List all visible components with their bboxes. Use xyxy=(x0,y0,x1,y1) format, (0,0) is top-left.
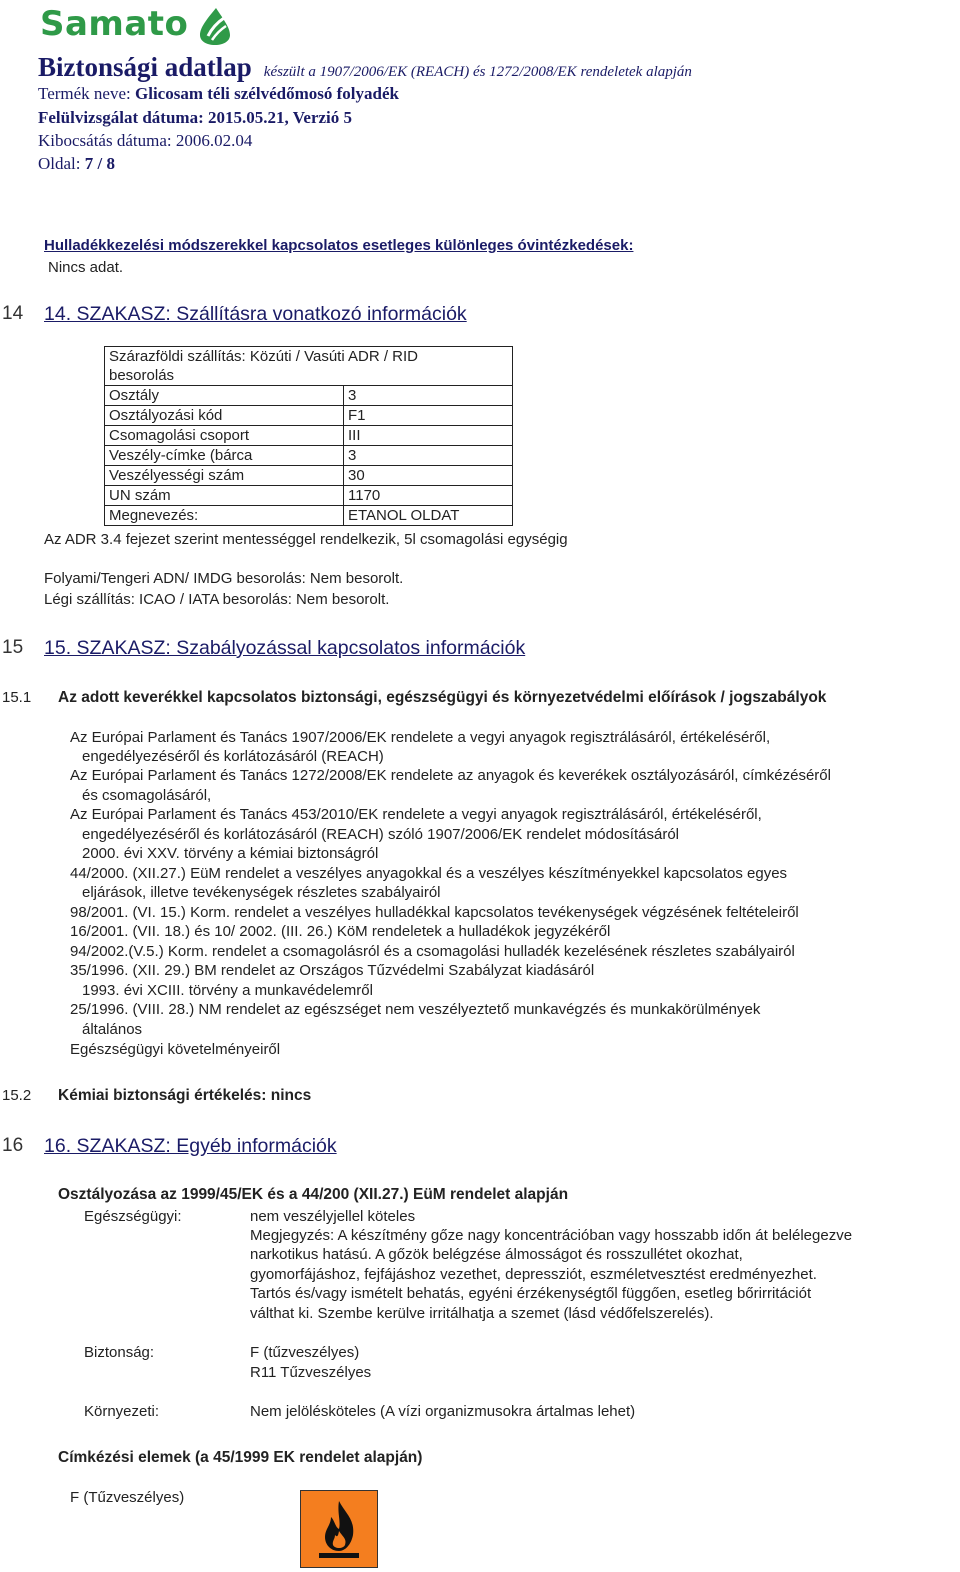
adr-label: Veszély-címke (bárca xyxy=(105,446,344,466)
regulation-line: 35/1996. (XII. 29.) BM rendelet az Országos Tűzvédelmi Szabályzat kiadásáról xyxy=(70,962,595,979)
issue-line xyxy=(38,131,252,151)
issue-value: 2006.02.04 xyxy=(175,131,253,150)
table-row xyxy=(105,426,513,446)
issue-label: Kibocsátás dátuma: xyxy=(38,131,172,150)
safety-line: F (tűzveszélyes) xyxy=(250,1344,360,1361)
page-line xyxy=(38,154,115,174)
adr-value: ETANOL OLDAT xyxy=(344,506,513,526)
table-row xyxy=(105,506,513,526)
regulation-line: 98/2001. (VI. 15.) Korm. rendelet a veszélyes hulladékkal kapcsolatos tevékenységek végzésének feltételeiről xyxy=(70,904,799,921)
adr-table-header-cell xyxy=(105,347,513,386)
regulation-line: Az Európai Parlament és Tanács 453/2010/EK rendelete a vegyi anyagok regisztrálásáról, értékeléséről, xyxy=(70,806,762,823)
regulation-line: 2000. évi XXV. törvény a kémiai biztonságról xyxy=(82,845,379,862)
product-line xyxy=(38,84,399,104)
waste-heading: Hulladékkezelési módszerekkel kapcsolatos esetleges különleges óvintézkedések: xyxy=(44,237,634,254)
flammable-hazard-pictogram xyxy=(300,1490,378,1568)
health-line: válthat ki. Szembe kerülve irritálhatja a szemet (lásd védőfelszerelés). xyxy=(250,1305,714,1322)
review-value: 2015.05.21, Verzió 5 xyxy=(208,108,353,127)
leaf-drop-icon xyxy=(196,6,234,46)
health-line: narkotikus hatású. A gőzök belégzése álmosságot és rosszullétet okozhat, xyxy=(250,1246,743,1263)
adr-value: 30 xyxy=(344,466,513,486)
adr-label: UN szám xyxy=(105,486,344,506)
document-subtitle: készült a 1907/2006/EK (REACH) és 1272/2008/EK rendeletek alapján xyxy=(263,64,692,80)
health-label: Egészségügyi: xyxy=(84,1208,182,1225)
adr-value: F1 xyxy=(344,406,513,426)
adr-label: Osztályozási kód xyxy=(105,406,344,426)
product-name: Glicosam téli szélvédőmosó folyadék xyxy=(135,84,399,103)
adr-label: Megnevezés: xyxy=(105,506,344,526)
company-logo xyxy=(40,4,188,44)
environment-label: Környezeti: xyxy=(84,1403,160,1420)
subsection-15-1-number: 15.1 xyxy=(2,689,32,706)
regulation-line: általános xyxy=(82,1021,143,1038)
page-label: Oldal: xyxy=(38,154,81,173)
air-transport: Légi szállítás: ICAO / IATA besorolás: Nem besorolt. xyxy=(44,591,390,608)
regulation-line: Az Európai Parlament és Tanács 1907/2006/EK rendelete a vegyi anyagok regisztrálásáról, értékeléséről, xyxy=(70,729,771,746)
document-title xyxy=(38,52,692,83)
regulation-line: 16/2001. (VII. 18.) és 10/ 2002. (III. 26.) KöM rendeletek a hulladékok jegyzékéről xyxy=(70,923,611,940)
adr-label: Veszélyességi szám xyxy=(105,466,344,486)
adr-value: III xyxy=(344,426,513,446)
labelling-heading: Címkézési elemek (a 45/1999 EK rendelet alapján) xyxy=(58,1449,423,1466)
table-row xyxy=(105,386,513,406)
section-16-title: 16. SZAKASZ: Egyéb információk xyxy=(44,1135,337,1157)
page-value: 7 / 8 xyxy=(84,154,115,173)
regulation-line: 94/2002.(V.5.) Korm. rendelet a csomagolásról és a csomagolási hulladék kezelésének részletes szabályairól xyxy=(70,943,795,960)
table-row xyxy=(105,406,513,426)
table-row xyxy=(105,466,513,486)
regulation-line: 44/2000. (XII.27.) EüM rendelet a veszélyes anyagokkal és a veszélyes készítményekkel kapcsolatos egyes xyxy=(70,865,788,882)
section-16-number: 16 xyxy=(2,1135,24,1156)
sea-transport: Folyami/Tengeri ADN/ IMDG besorolás: Nem besorolt. xyxy=(44,570,404,587)
safety-label: Biztonság: xyxy=(84,1344,155,1361)
review-line xyxy=(38,108,352,128)
adr-note: Az ADR 3.4 fejezet szerint mentességgel rendelkezik, 5l csomagolási egységig xyxy=(44,531,568,548)
regulation-line: 1993. évi XCIII. törvény a munkavédelemről xyxy=(82,982,373,999)
subsection-15-2-title: Kémiai biztonsági értékelés: nincs xyxy=(58,1087,312,1104)
table-row xyxy=(105,486,513,506)
section-14-number: 14 xyxy=(2,303,24,324)
safety-line: R11 Tűzveszélyes xyxy=(250,1364,372,1381)
adr-label: Csomagolási csoport xyxy=(105,426,344,446)
regulation-line: eljárások, illetve tevékenységek részletes szabályairól xyxy=(82,884,441,901)
health-line: Tartós és/vagy ismételt behatás, egyéni érzékenységtől függően, esetleg bőrirritációt xyxy=(250,1285,812,1302)
adr-value: 3 xyxy=(344,446,513,466)
review-label: Felülvizsgálat dátuma: xyxy=(38,108,204,127)
regulation-line: engedélyezéséről és korlátozásáról (REACH) szóló 1907/2006/EK rendelet módosításáról xyxy=(82,826,679,843)
regulation-line: Az Európai Parlament és Tanács 1272/2008/EK rendelete az anyagok és keverékek osztályozásáról, címkézéséről xyxy=(70,767,831,784)
table-row xyxy=(105,446,513,466)
classification-heading: Osztályozása az 1999/45/EK és a 44/200 (XII.27.) EüM rendelet alapján xyxy=(58,1186,569,1203)
adr-label: Osztály xyxy=(105,386,344,406)
health-line: nem veszélyjellel köteles xyxy=(250,1208,416,1225)
flame-icon xyxy=(301,1491,377,1567)
health-line: gyomorfájáshoz, fejfájáshoz vezethet, depressziót, eszméletvesztést eredményezhet. xyxy=(250,1266,817,1283)
section-15-title: 15. SZAKASZ: Szabályozással kapcsolatos információk xyxy=(44,637,526,659)
adr-value: 1170 xyxy=(344,486,513,506)
regulation-line: és csomagolásáról, xyxy=(82,787,212,804)
adr-header-line1: Szárazföldi szállítás: Közúti / Vasúti ADR / RID xyxy=(109,348,419,365)
product-label: Termék neve: xyxy=(38,84,131,103)
regulation-line: 25/1996. (VIII. 28.) NM rendelet az egészséget nem veszélyeztető munkavégzés és munkakörülmények xyxy=(70,1001,761,1018)
regulation-line: Egészségügyi követelményeiről xyxy=(70,1041,281,1058)
adr-table-header xyxy=(105,347,513,386)
labelling-item: F (Tűzveszélyes) xyxy=(70,1489,185,1506)
waste-text: Nincs adat. xyxy=(48,259,124,276)
regulation-line: engedélyezéséről és korlátozásáról (REACH) xyxy=(82,748,384,765)
environment-value: Nem jelölésköteles (A vízi organizmusokra ártalmas lehet) xyxy=(250,1403,636,1420)
adr-table xyxy=(104,346,513,526)
document-title-text: Biztonsági adatlap xyxy=(38,52,252,82)
subsection-15-2-number: 15.2 xyxy=(2,1087,32,1104)
section-14-title: 14. SZAKASZ: Szállításra vonatkozó információk xyxy=(44,303,467,325)
subsection-15-1-title: Az adott keverékkel kapcsolatos biztonsági, egészségügyi és környezetvédelmi előírások / jogszabályok xyxy=(58,689,827,706)
adr-header-line2: besorolás xyxy=(109,367,175,384)
section-15-number: 15 xyxy=(2,637,24,658)
adr-value: 3 xyxy=(344,386,513,406)
health-line: Megjegyzés: A készítmény gőze nagy koncentrációban vagy hosszabb időn át belélegezve xyxy=(250,1227,853,1244)
logo-text: Samato xyxy=(40,4,189,44)
